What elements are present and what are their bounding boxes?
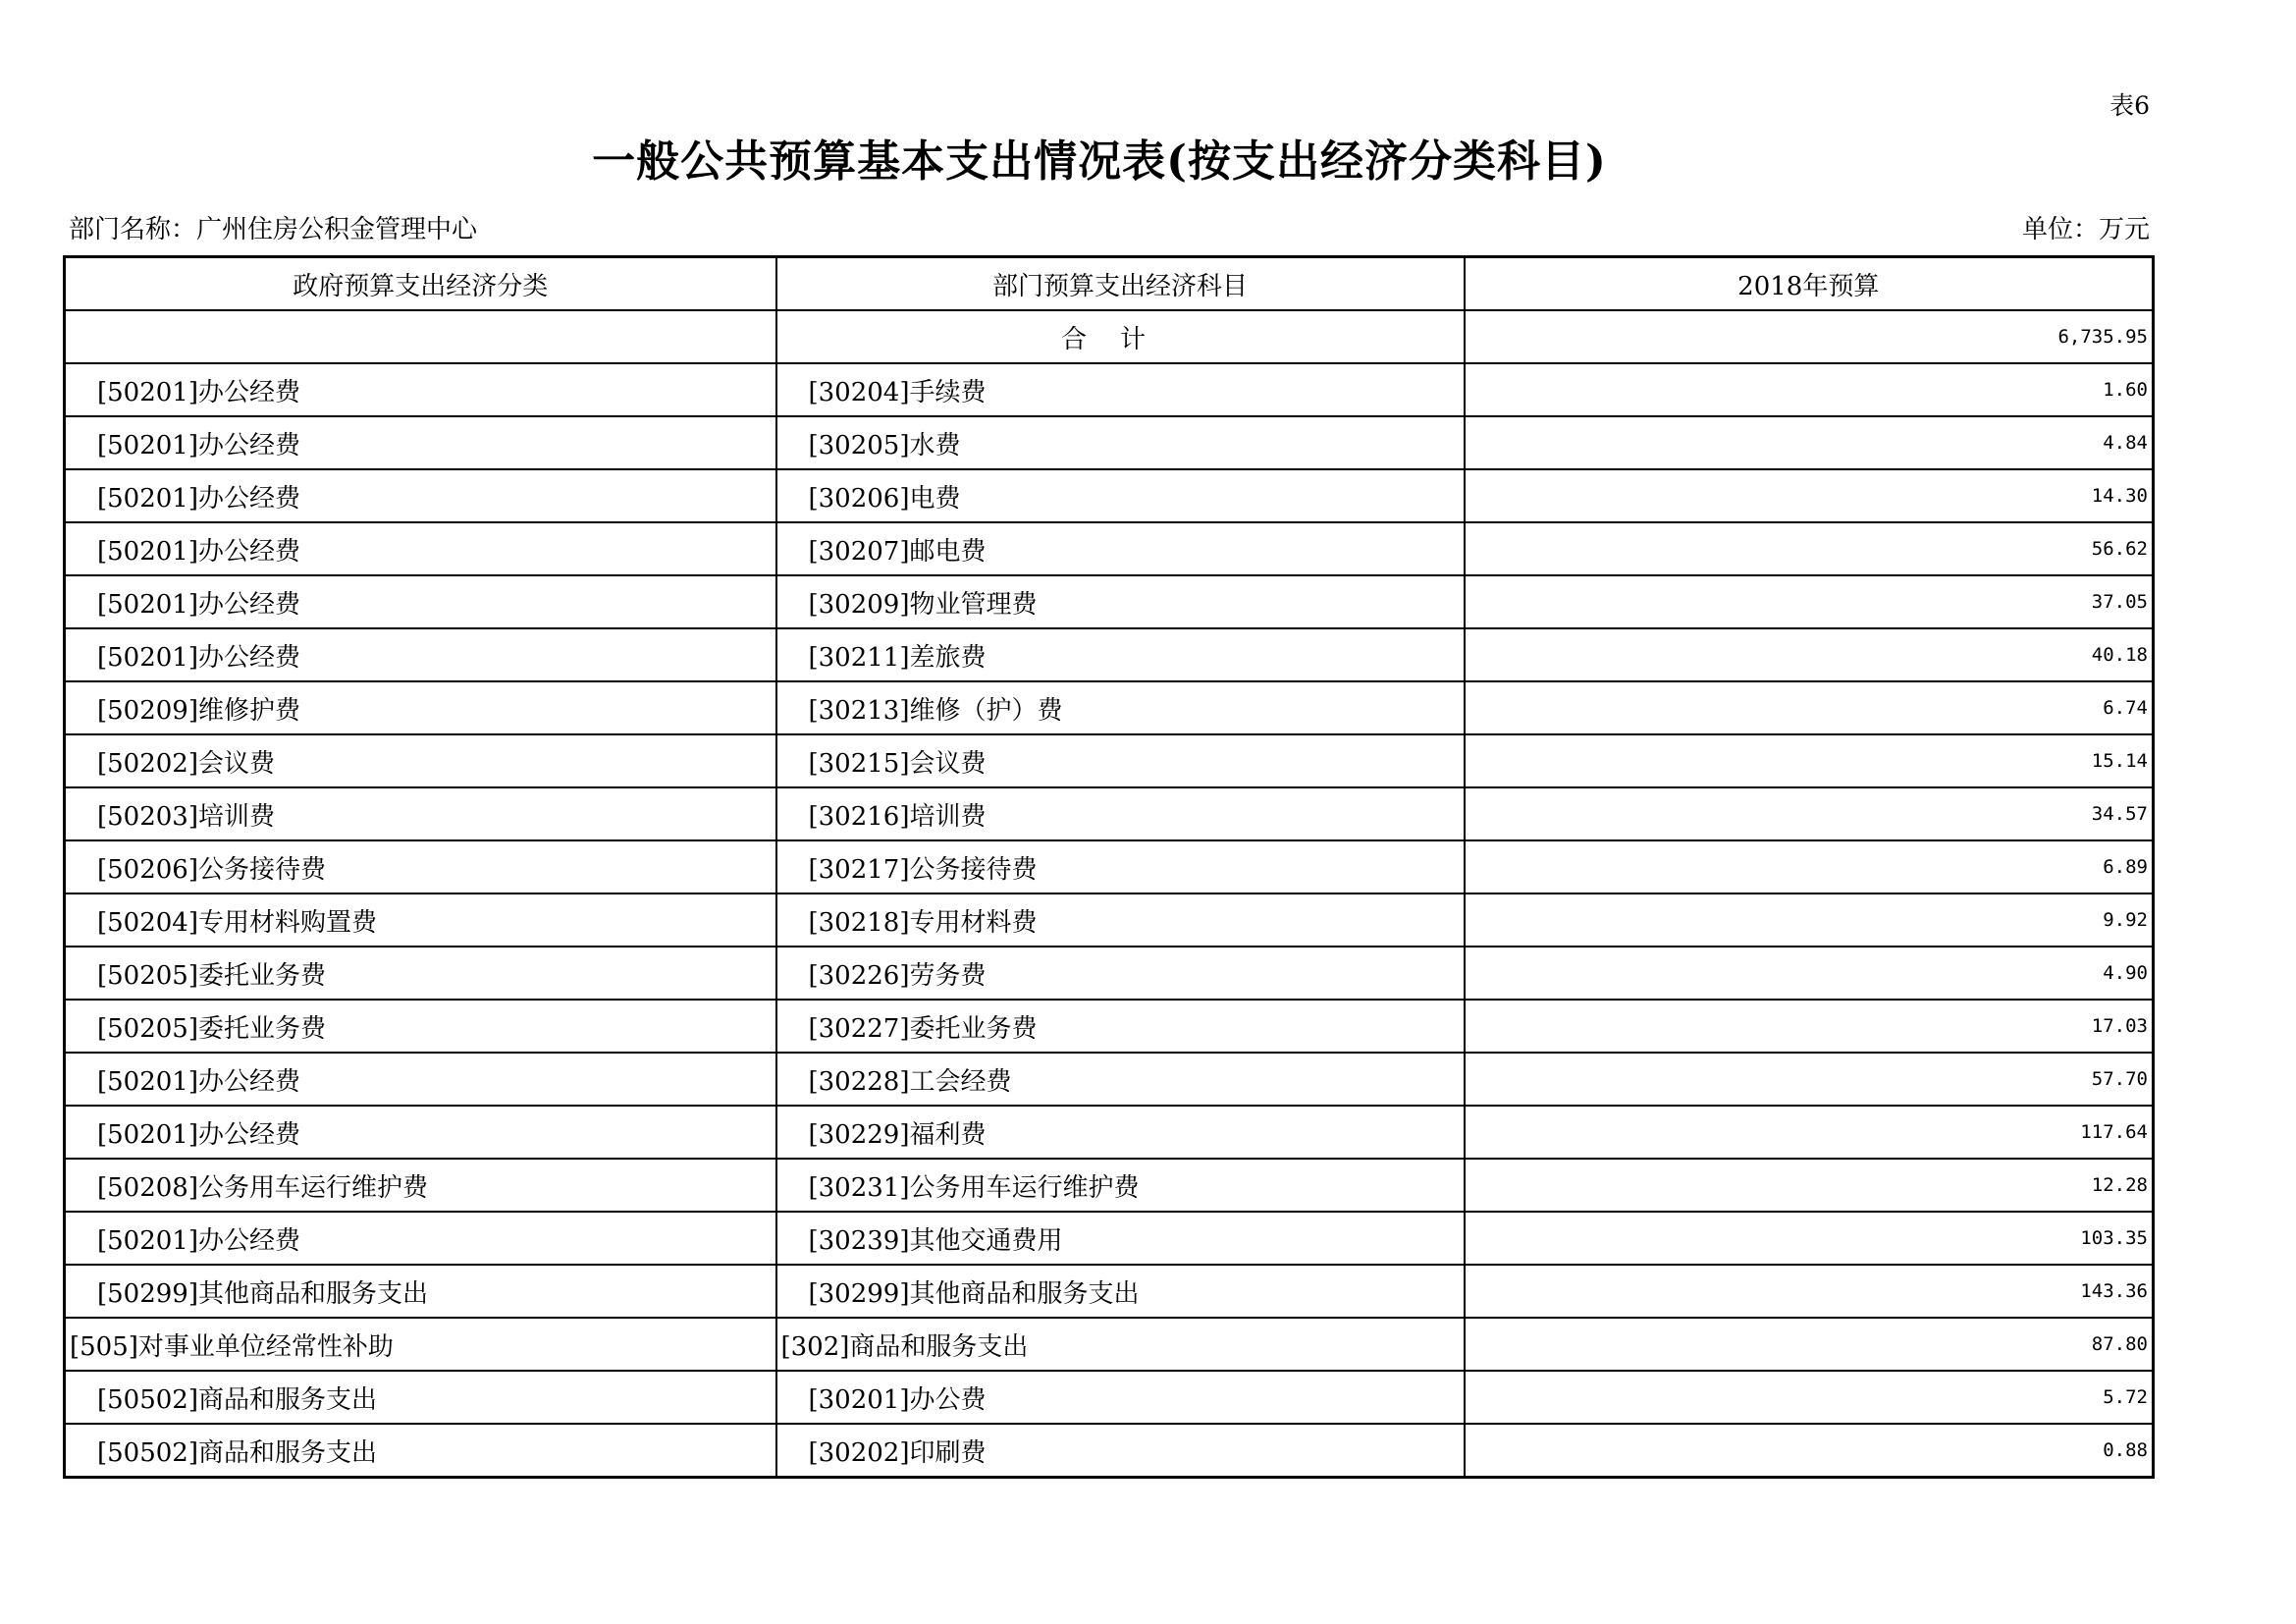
budget-amount-cell: 17.03: [1465, 1000, 2154, 1053]
dept-subject-cell: [30227]委托业务费: [776, 1000, 1465, 1053]
table-row: [65, 840, 2154, 893]
budget-amount-cell: 4.84: [1465, 416, 2154, 469]
dept-subject-cell: [30211]差旅费: [776, 628, 1465, 681]
table-row: [65, 1371, 2154, 1424]
gov-classification-cell: [50502]商品和服务支出: [65, 1424, 776, 1478]
gov-classification-cell: [50201]办公经费: [65, 1106, 776, 1159]
gov-classification-cell: [50201]办公经费: [65, 575, 776, 628]
header-row: [65, 257, 2154, 311]
dept-subject-cell: [30228]工会经费: [776, 1053, 1465, 1106]
budget-amount-cell: 143.36: [1465, 1265, 2154, 1318]
gov-classification-cell: [50201]办公经费: [65, 469, 776, 522]
dept-subject-cell: [30215]会议费: [776, 734, 1465, 787]
gov-classification-cell: [50203]培训费: [65, 787, 776, 840]
header-budget-2018: 2018年预算: [1465, 257, 2154, 311]
table-row: [65, 1424, 2154, 1478]
dept-subject-cell: [30209]物业管理费: [776, 575, 1465, 628]
table-row: [65, 893, 2154, 947]
budget-amount-cell: 56.62: [1465, 522, 2154, 575]
gov-classification-cell: [50201]办公经费: [65, 1212, 776, 1265]
table-row: [65, 416, 2154, 469]
header-gov-classification: 政府预算支出经济分类: [65, 257, 776, 311]
dept-subject-cell: [30218]专用材料费: [776, 893, 1465, 947]
dept-subject-cell: [30299]其他商品和服务支出: [776, 1265, 1465, 1318]
gov-classification-cell: [50201]办公经费: [65, 1053, 776, 1106]
budget-amount-cell: 9.92: [1465, 893, 2154, 947]
budget-amount-cell: 4.90: [1465, 947, 2154, 1000]
budget-amount-cell: 6.74: [1465, 681, 2154, 734]
dept-subject-cell: [30207]邮电费: [776, 522, 1465, 575]
dept-subject-cell: [30226]劳务费: [776, 947, 1465, 1000]
department-name: 部门名称：广州住房公积金管理中心: [69, 215, 478, 244]
dept-subject-cell: [30202]印刷费: [776, 1424, 1465, 1478]
gov-classification-cell: [50201]办公经费: [65, 628, 776, 681]
table-row: [65, 1106, 2154, 1159]
gov-classification-cell: [50201]办公经费: [65, 522, 776, 575]
table-row: [65, 1318, 2154, 1371]
header-dept-subject: 部门预算支出经济科目: [776, 257, 1465, 311]
dept-subject-cell: [30206]电费: [776, 469, 1465, 522]
dept-subject-cell: [30201]办公费: [776, 1371, 1465, 1424]
budget-amount-cell: 87.80: [1465, 1318, 2154, 1371]
dept-subject-cell: [30205]水费: [776, 416, 1465, 469]
gov-classification-cell: [50201]办公经费: [65, 363, 776, 416]
budget-amount-cell: 40.18: [1465, 628, 2154, 681]
budget-amount-cell: 6.89: [1465, 840, 2154, 893]
table-number: 表6: [2109, 91, 2150, 120]
unit-label: 单位：万元: [2021, 215, 2150, 244]
budget-amount-cell: 12.28: [1465, 1159, 2154, 1212]
total-empty-cell: [65, 310, 776, 363]
table-row: [65, 787, 2154, 840]
budget-amount-cell: 34.57: [1465, 787, 2154, 840]
budget-amount-cell: 5.72: [1465, 1371, 2154, 1424]
total-value: 6,735.95: [1465, 310, 2154, 363]
dept-subject-cell: [30216]培训费: [776, 787, 1465, 840]
table-row: [65, 522, 2154, 575]
gov-classification-cell: [50502]商品和服务支出: [65, 1371, 776, 1424]
gov-classification-cell: [50206]公务接待费: [65, 840, 776, 893]
table-row: [65, 469, 2154, 522]
gov-classification-cell: [505]对事业单位经常性补助: [65, 1318, 776, 1371]
table-row: [65, 363, 2154, 416]
table-row: [65, 681, 2154, 734]
budget-amount-cell: 15.14: [1465, 734, 2154, 787]
dept-subject-cell: [30229]福利费: [776, 1106, 1465, 1159]
gov-classification-cell: [50299]其他商品和服务支出: [65, 1265, 776, 1318]
gov-classification-cell: [50209]维修护费: [65, 681, 776, 734]
gov-classification-cell: [50204]专用材料购置费: [65, 893, 776, 947]
gov-classification-cell: [50208]公务用车运行维护费: [65, 1159, 776, 1212]
budget-amount-cell: 0.88: [1465, 1424, 2154, 1478]
budget-amount-cell: 103.35: [1465, 1212, 2154, 1265]
gov-classification-cell: [50202]会议费: [65, 734, 776, 787]
budget-amount-cell: 1.60: [1465, 363, 2154, 416]
table-row: [65, 628, 2154, 681]
table-row: [65, 947, 2154, 1000]
table-row: [65, 1265, 2154, 1318]
table-row: [65, 1053, 2154, 1106]
budget-amount-cell: 57.70: [1465, 1053, 2154, 1106]
dept-subject-cell: [30217]公务接待费: [776, 840, 1465, 893]
total-label: 合计: [776, 310, 1465, 363]
budget-amount-cell: 37.05: [1465, 575, 2154, 628]
gov-classification-cell: [50205]委托业务费: [65, 947, 776, 1000]
dept-subject-cell: [302]商品和服务支出: [776, 1318, 1465, 1371]
gov-classification-cell: [50201]办公经费: [65, 416, 776, 469]
budget-amount-cell: 14.30: [1465, 469, 2154, 522]
table-row: [65, 734, 2154, 787]
total-row: [65, 310, 2154, 363]
page-title: 一般公共预算基本支出情况表(按支出经济分类科目): [592, 136, 1607, 187]
table-row: [65, 1000, 2154, 1053]
table-row: [65, 1159, 2154, 1212]
table-row: [65, 575, 2154, 628]
budget-table: [63, 255, 2155, 1479]
dept-subject-cell: [30213]维修（护）费: [776, 681, 1465, 734]
budget-amount-cell: 117.64: [1465, 1106, 2154, 1159]
dept-subject-cell: [30239]其他交通费用: [776, 1212, 1465, 1265]
dept-subject-cell: [30231]公务用车运行维护费: [776, 1159, 1465, 1212]
gov-classification-cell: [50205]委托业务费: [65, 1000, 776, 1053]
table-row: [65, 1212, 2154, 1265]
dept-subject-cell: [30204]手续费: [776, 363, 1465, 416]
